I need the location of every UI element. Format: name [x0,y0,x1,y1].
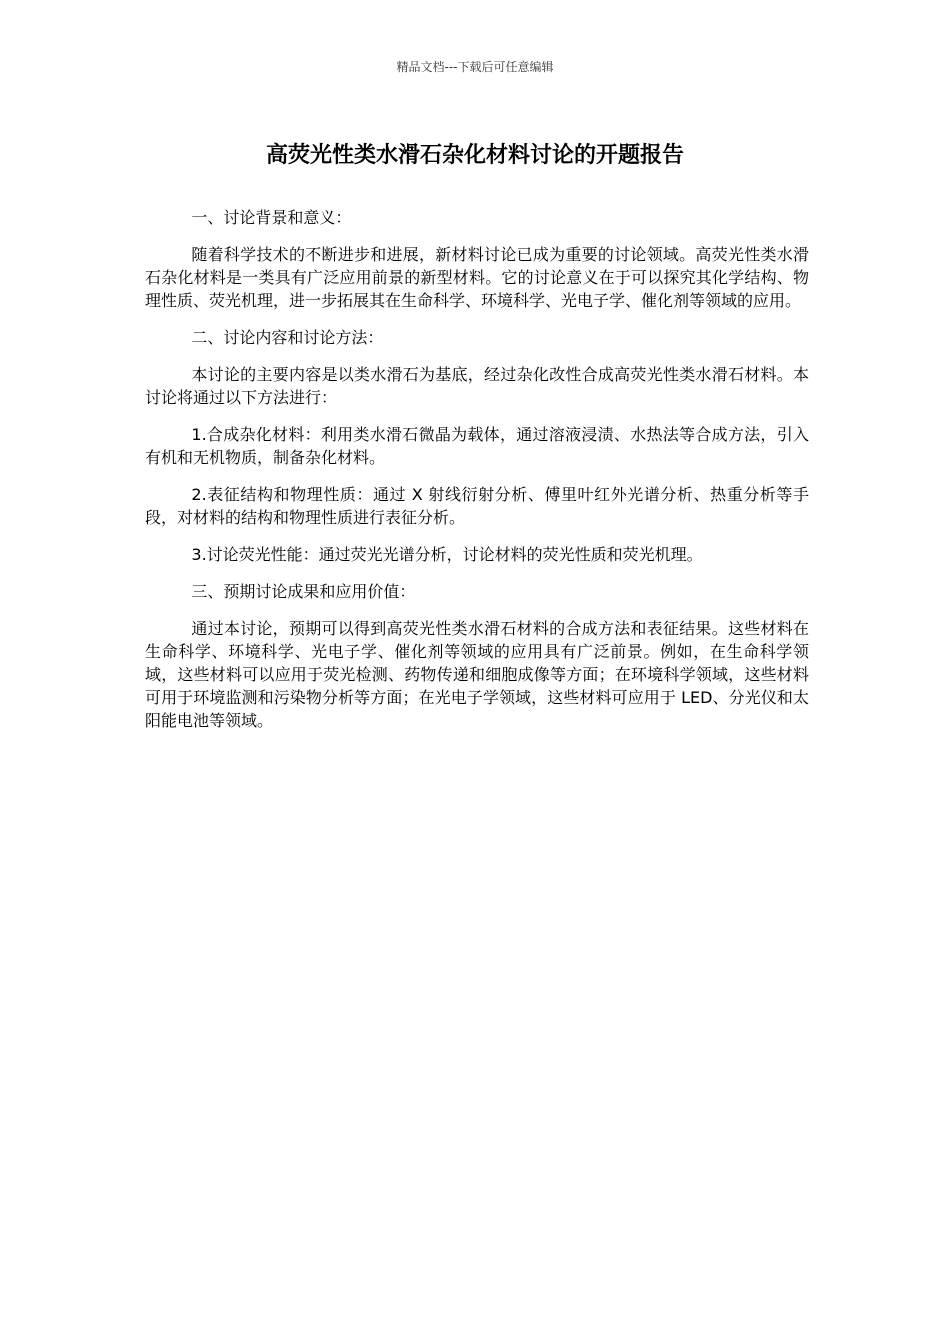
paragraph-expected-results: 通过本讨论，预期可以得到高荧光性类水滑石材料的合成方法和表征结果。这些材料在生命科学、环境科学、光电子学、催化剂等领域的应用具有广泛前景。例如，在生命科学领域，这些材料可以应用于荧光检测、药物传递和细胞成像等方面；在环境科学领域，这些材料可用于环境监测和污染物分析等方面；在光电子学领域，这些材料可应用于 LED、分光仪和太阳能电池等领域。 [145,619,809,730]
document-title: 高荧光性类水滑石杂化材料讨论的开题报告 [265,143,684,168]
section-heading-expected-results: 三、预期讨论成果和应用价值： [191,582,416,601]
section-heading-background: 一、讨论背景和意义： [191,208,352,227]
method-item-characterization: 2.表征结构和物理性质：通过 X 射线衍射分析、傅里叶红外光谱分析、热重分析等手段，对材料的结构和物理性质进行表征分析。 [145,485,809,527]
section-heading-content-methods: 二、讨论内容和讨论方法： [191,328,384,347]
document-body [145,206,809,746]
paragraph-content-intro: 本讨论的主要内容是以类水滑石为基底，经过杂化改性合成高荧光性类水滑石材料。本讨论将通过以下方法进行： [145,365,809,407]
paragraph-background: 随着科学技术的不断进步和进展，新材料讨论已成为重要的讨论领域。高荧光性类水滑石杂化材料是一类具有广泛应用前景的新型材料。它的讨论意义在于可以探究其化学结构、物理性质、荧光机理，进一步拓展其在生命科学、环境科学、光电子学、催化剂等领域的应用。 [145,245,809,310]
page-header-note: 精品文档---下载后可任意编辑 [396,60,554,74]
method-item-fluorescence: 3.讨论荧光性能：通过荧光光谱分析，讨论材料的荧光性质和荧光机理。 [191,545,703,564]
method-item-synthesis: 1.合成杂化材料：利用类水滑石微晶为载体，通过溶液浸渍、水热法等合成方法，引入有机和无机物质，制备杂化材料。 [145,425,809,467]
